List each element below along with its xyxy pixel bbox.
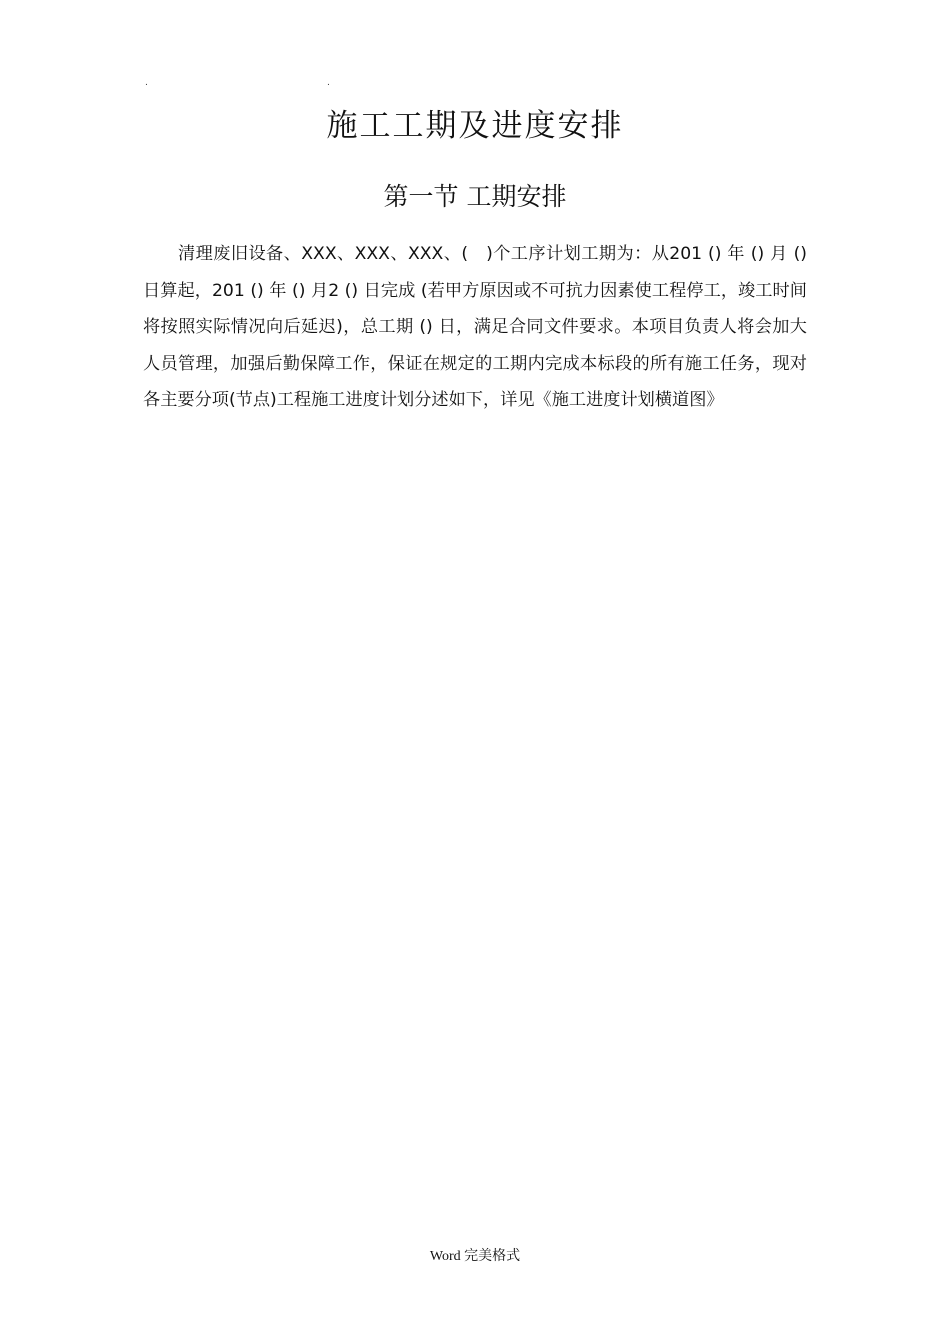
section-title: 第一节 工期安排 <box>383 182 567 211</box>
document-title: 施工工期及进度安排 <box>326 108 624 144</box>
header-mark: . <box>145 78 148 88</box>
header-mark: . <box>327 78 330 88</box>
body-paragraph: 清理废旧设备、XXX、XXX、XXX、( )个工序计划工期为：从201 () 年 () 月 () 日算起，201 () 年 () 月2 () 日完成 (若甲方原因或不可抗力因素使工程停工，竣工时间将按照实际情况向后延迟)，总工期 () 日，满足合同文件要求。本项目负责人将会加大人员管理，加强后勤保障工作，保证在规定的工期内完成本标段的所有施工任务，现对各主要分项(节点)工程施工进度计划分述如下，详见《施工进度计划横道图》 <box>143 244 807 410</box>
page-footer: Word 完美格式 <box>429 1249 521 1264</box>
